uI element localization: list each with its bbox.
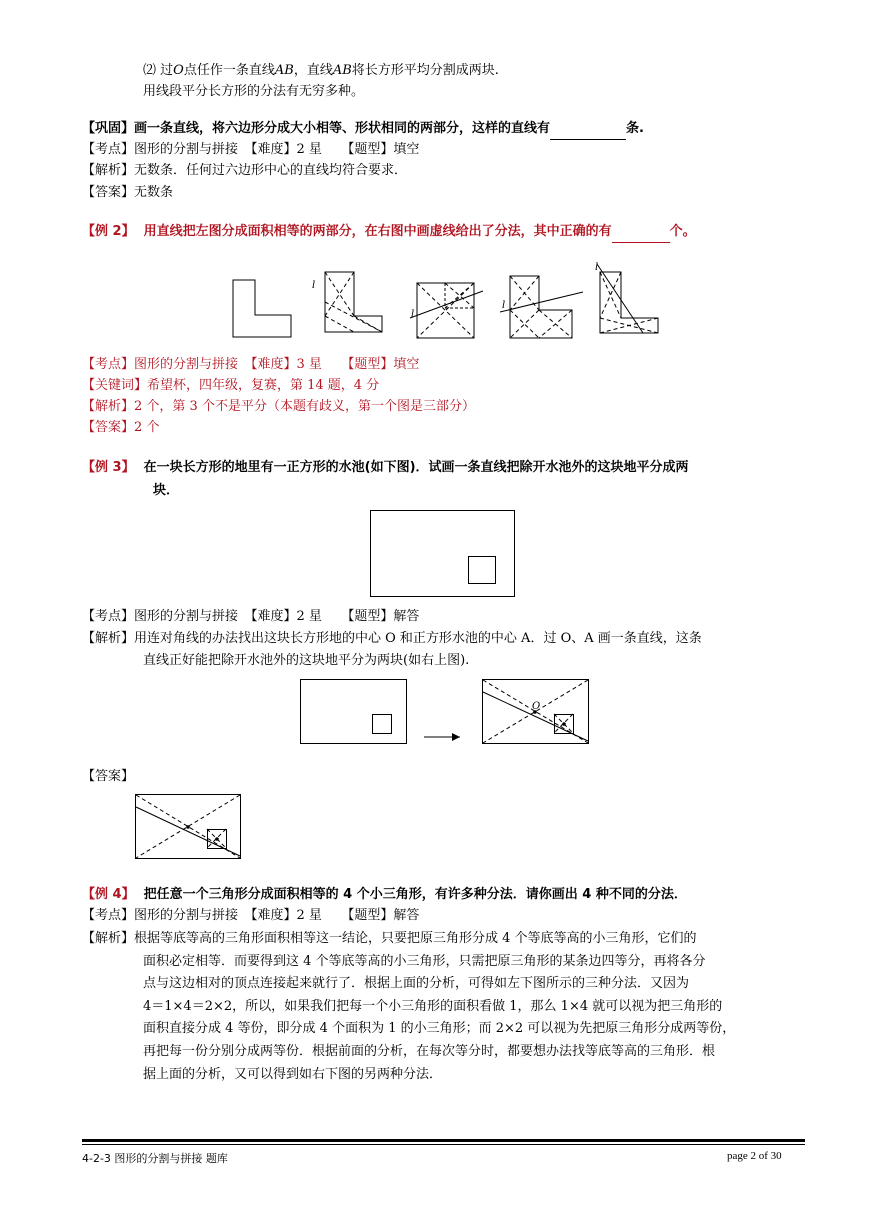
point-label: O [173,63,184,78]
text: 点任作一条直线 [183,63,275,78]
ex3-question-cont: 块． [153,483,180,498]
center-A-dot [215,837,219,841]
ex2-daan: 【答案】2 个 [82,420,160,435]
gonggu-question [82,118,644,140]
line-label: AB [274,63,294,78]
ex2-jiexi: 【解析】2 个，第 3 个不是平分（本题有歧义，第一个图是三部分） [82,399,475,414]
ex2-figures [225,258,665,348]
cut-line [136,807,240,856]
ex3-jiexi-1: 【解析】用连对角线的办法找出这块长方形地的中心 O 和正方形水池的中心 A．过 O、A 画一条直线，这条 [82,631,702,646]
text: 过 [160,63,174,78]
jiexi-line: 【解析】根据等底等高的三角形面积相等这一结论，只要把原三角形分成 4 个等底等高的小三角形，它们的 [82,931,697,946]
cut-line-l [500,292,583,312]
question-text: 在一块长方形的地里有一正方形的水池(如下图)．试画一条直线把除开水池外的这块地平分成两 [143,460,689,475]
jiexi-line: 面积必定相等．而要得到这 4 个等底等高的小三角形，只需把原三角形的某条边四等分，再将各分 [143,953,706,969]
ex3-figure-field [370,510,516,598]
jiexi-line: 面积直接分成 4 等份，即分成 4 个面积为 1 的小三角形；而 2×2 可以视为先把原三角形分成两等份， [143,1021,736,1037]
ex4-tag: 【例 4】 [82,887,135,902]
footer-rule-thin [82,1144,805,1145]
question-text: 画一条直线，将六边形分成大小相等、形状相同的两部分，这样的直线有 [134,121,551,136]
cut-line [483,692,588,741]
ex2-kaodian: 【考点】图形的分割与拼接 【难度】3 星 【题型】填空 [82,357,420,372]
footer-left: 4-2-3 图形的分割与拼接 题库 [82,1152,228,1165]
dashed-lines [417,283,474,338]
center-A-dot [562,722,566,726]
gonggu-daan: 【答案】无数条 [82,185,174,200]
line-label-l: l [595,262,599,273]
jiexi-line: 点与这边相对的顶点连接起来就行了．根据上面的分析，可得如左下图所示的三种分法．又因为 [143,976,690,992]
question-text: 把任意一个三角形分成面积相等的 4 个小三角形，有许多种分法．请你画出 4 种不同的分法． [143,887,687,902]
text: 将长方形平均分割成两块. [351,63,499,78]
arrow-head [452,733,460,741]
answer-blank [550,139,626,140]
footer-rule-thick [82,1139,805,1142]
line-label-l: l [502,300,506,311]
l-shape-split-2 [417,283,474,338]
question-text: 条. [626,121,644,136]
answer-blank [612,242,670,243]
gonggu-tag: 【巩固】 [82,121,135,136]
ex3-tag: 【例 3】 [82,460,135,475]
text: ，直线 [293,63,333,78]
center-O-dot [186,825,190,829]
line-label-l: l [411,309,415,320]
ex4-question [82,884,687,906]
ex2-question [82,221,696,243]
ex3-jiexi-2: 直线正好能把除开水池外的这块地平分为两块(如右上图). [143,653,470,668]
square-pool [469,557,496,584]
ex4-jiexi [82,928,735,1086]
gonggu-kaodian: 【考点】图形的分割与拼接 【难度】2 星 【题型】填空 [82,142,420,157]
label-O: O [532,701,541,712]
ex3-answer-figure [135,794,243,862]
ex3-daan: 【答案】 [82,769,135,784]
l-shape-split-1 [325,272,382,332]
ex4-kaodian: 【考点】图形的分割与拼接 【难度】2 星 【题型】解答 [82,908,420,923]
question-text: 个。 [669,224,696,239]
line-label: AB [332,63,352,78]
intro-line-1 [143,60,499,82]
jiexi-line: 据上面的分析，又可以得到如右下图的另两种分法． [143,1066,443,1082]
jiexi-line: 4＝1×4＝2×2，所以，如果我们把每一个小三角形的面积看做 1，那么 1×4 就可以视为把三角形的 [143,998,723,1014]
line-label-l: l [312,280,316,291]
ex2-guanjianci: 【关键词】希望杯，四年级，复赛，第 14 题，4 分 [82,378,380,393]
ex3-question [82,457,689,479]
ex3-kaodian: 【考点】图形的分割与拼接 【难度】2 星 【题型】解答 [82,609,420,624]
cut-line-l [410,291,483,318]
item-number: ⑵ [143,63,157,78]
ex2-tag: 【例 2】 [82,224,135,239]
l-shape-original [233,280,291,337]
question-text: 用直线把左图分成面积相等的两部分，在右图中画虚线给出了分法，其中正确的有 [143,224,612,239]
jiexi-line: 再把每一份分别分成两等份．根据前面的分析，在每次等分时，都要想办法找等底等高的三角形．根 [143,1043,716,1059]
gonggu-jiexi: 【解析】无数条．任何过六边形中心的直线均符合要求． [82,163,408,178]
square-pool [373,715,392,734]
footer-page-number: page 2 of 30 [727,1150,782,1162]
intro-line-2: 用线段平分长方形的分法有无穷多种。 [143,84,365,99]
ex3-solution-figures [300,679,590,747]
